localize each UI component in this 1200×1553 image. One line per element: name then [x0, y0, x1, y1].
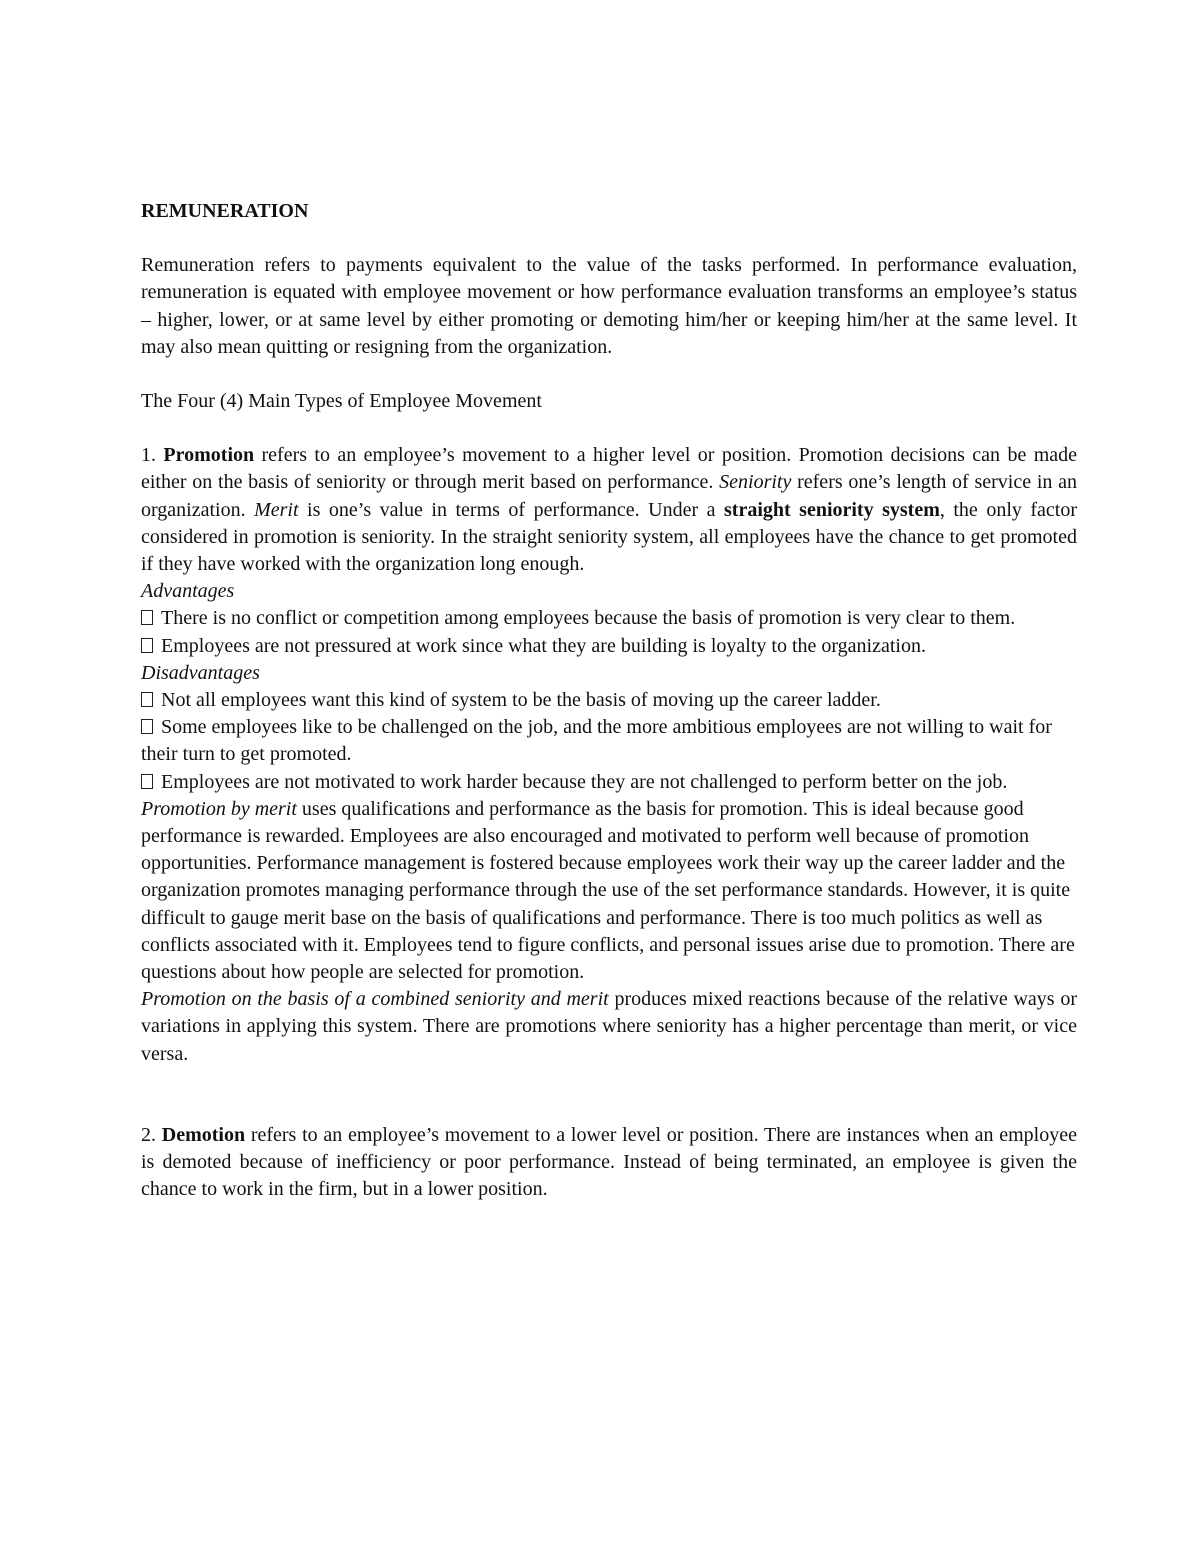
combined-promotion-label: Promotion on the basis of a combined seniority and merit	[141, 988, 609, 1011]
promotion-text-c: is one’s value in terms of performance. Under a	[298, 498, 724, 521]
disadvantage-item-1: Not all employees want this kind of system to be the basis of moving up the career ladder.	[141, 687, 1077, 714]
disadvantage-item-2: Some employees like to be challenged on the job, and the more ambitious employees are not willing to wait for their turn to get promoted.	[141, 716, 1052, 766]
promotion-text-d: , the only factor considered in promotion is seniority. In the straight seniority system, all employees have the chance to get promoted if they have worked with the organization long enough.	[141, 498, 1078, 576]
bullet-box-icon	[141, 610, 153, 625]
bullet-box-icon	[141, 774, 153, 789]
promotion-paragraph	[141, 442, 1077, 578]
bullet-box-icon	[141, 719, 153, 734]
disadvantage-item-3: Employees are not motivated to work harder because they are not challenged to perform better on the job.	[141, 769, 1077, 796]
document-page	[141, 198, 1077, 1204]
disadvantages-label: Disadvantages	[141, 661, 260, 684]
seniority-term: Seniority	[719, 471, 792, 494]
promotion-by-merit-text: uses qualifications and performance as the basis for promotion. This is ideal because good performance is rewarded. Employees are also encouraged and motivated to perform well because of promotion opportunities. Performance management is fostered because employees work their way up the career ladder and the organization promotes managing performance through the use of the set performance standards. However, it is quite difficult to gauge merit base on the basis of qualifications and performance. There is too much politics as well as conflicts associated with it. Employees tend to figure conflicts, and personal issues arise due to promotion. There are questions about how people are selected for promotion.	[141, 797, 1075, 984]
advantage-item-1: There is no conflict or competition among employees because the basis of promotion is very clear to them.	[141, 605, 1077, 632]
bullet-box-icon	[141, 692, 153, 707]
advantages-label: Advantages	[141, 580, 235, 603]
promotion-by-merit-paragraph	[141, 796, 1077, 986]
straight-seniority-system-term: straight seniority system	[724, 498, 940, 521]
advantage-item-2: Employees are not pressured at work since what they are building is loyalty to the organization.	[141, 633, 1077, 660]
merit-term: Merit	[254, 498, 299, 521]
demotion-paragraph	[141, 1122, 1077, 1204]
combined-promotion-paragraph	[141, 986, 1077, 1068]
demotion-term: Demotion	[161, 1123, 246, 1146]
promotion-text-a: refers to an employee’s movement to a higher level or position. Promotion decisions can be made either on the basis of seniority or through merit based on performance.	[141, 444, 1078, 494]
promotion-number: 1.	[141, 444, 156, 467]
promotion-term: Promotion	[163, 444, 255, 467]
document-title: REMUNERATION	[141, 200, 309, 222]
promotion-text-b: refers one’s length of service in an organization.	[141, 471, 1077, 521]
intro-paragraph: Remuneration refers to payments equivalent to the value of the tasks performed. In performance evaluation, remuneration is equated with employee movement or how performance evaluation transforms an employee’s status – higher, lower, or at same level by either promoting or demoting him/her or keeping him/her at the same level. It may also mean quitting or resigning from the organization.	[141, 254, 1077, 358]
demotion-number: 2.	[141, 1123, 156, 1146]
promotion-by-merit-label: Promotion by merit	[141, 797, 297, 820]
demotion-text: refers to an employee’s movement to a lower level or position. There are instances when an employee is demoted because of inefficiency or poor performance. Instead of being terminated, an employee is given the chance to work in the firm, but in a lower position.	[141, 1123, 1077, 1201]
bullet-box-icon	[141, 638, 153, 653]
combined-promotion-text: produces mixed reactions because of the relative ways or variations in applying this system. There are promotions where seniority has a higher percentage than merit, or vice versa.	[141, 988, 1077, 1065]
types-heading: The Four (4) Main Types of Employee Movement	[141, 390, 542, 413]
